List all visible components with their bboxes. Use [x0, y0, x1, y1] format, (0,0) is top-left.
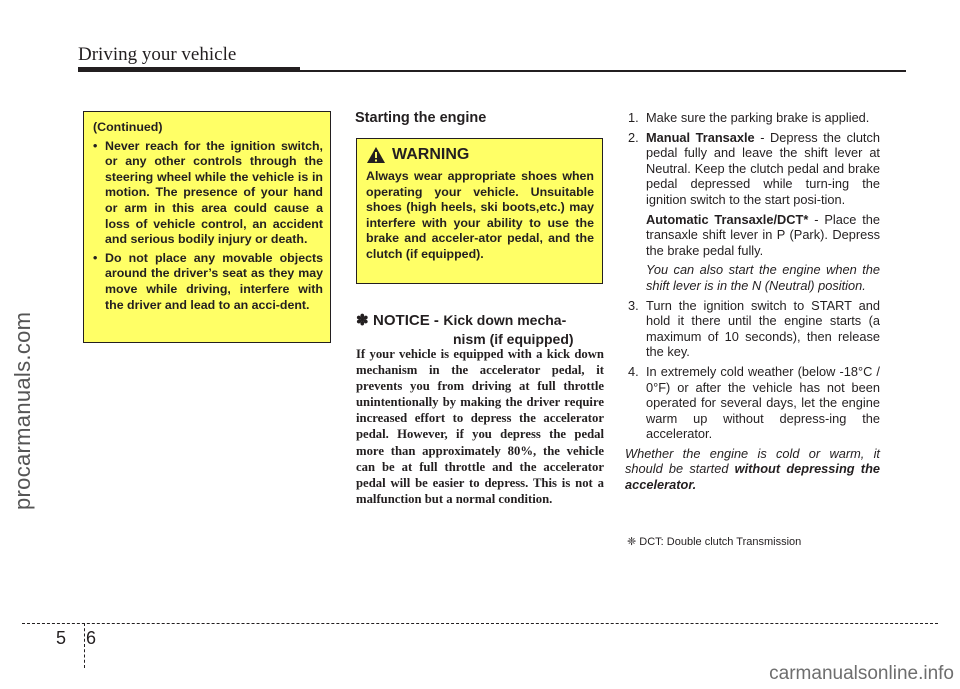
closing-note [625, 446, 880, 493]
side-watermark: procarmanuals.com [10, 311, 35, 510]
closing-note-text: Whether the engine is cold or warm, it should be started [625, 445, 880, 477]
warning-title: WARNING [392, 146, 470, 164]
caution-item-text: Never reach for the ignition switch, or any other controls through the steering wheel while the vehicle is in motion. The presence of your hand or arm in this area could cause a loss of vehicle control, an accident and serious bodily injury or death. [105, 138, 323, 247]
step-text: Turn the ignition switch to START and hold it there until the engine starts (a maximum of 10 seconds), then release the key. [646, 297, 880, 360]
dct-footnote: ❈ DCT: Double clutch Transmission [627, 536, 802, 548]
step-3 [625, 298, 880, 360]
section-title: Starting the engine [355, 110, 487, 126]
starting-steps [625, 110, 880, 493]
continued-caution-box [83, 111, 331, 343]
footer-divider [84, 623, 85, 668]
notice-subtitle-line2: nism (if equipped) [453, 331, 574, 347]
notice-label: NOTICE - [373, 312, 439, 329]
bullet-icon: • [93, 138, 98, 153]
step-text: In extremely cold weather (below -18°C / 0°F) or after the vehicle has not been operated for several days, let the engine warm up without depress-ing the accelerator. [646, 363, 880, 442]
automatic-transaxle-text: - Place the transaxle shift lever in P (Park). Depress the brake pedal fully. [646, 211, 880, 258]
warning-text: Always wear appropriate shoes when operating your vehicle. Unsuitable shoes (high heels, ski boots,etc.) may interfere with your ability to use the brake and acceler-ator pedal, and the clutch (if equipped). [366, 169, 594, 261]
manual-transaxle-text: - Depress the clutch pedal fully and leave the shift lever at Neutral. Keep the clutch pedal and brake pedal depressed while turn-ing the ignition switch to the start posi-tion. [646, 129, 881, 207]
caution-list [93, 139, 323, 314]
notice-subtitle-line1: Kick down mecha- [443, 312, 567, 328]
caution-item [93, 251, 323, 313]
warning-triangle-icon [366, 146, 386, 164]
notice-text: If your vehicle is equipped with a kick down mechanism in the accelerator pedal, it prevents you from driving at full throttle unintentionally by making the driver require increased effort to depress the accelerator pedal. However, if you depress the pedal more than approximately 80%, the vehicle can be at full throttle and the accelerator pedal will be easier to depress. This is not a malfunction but a normal condition. [356, 347, 604, 506]
chapter-number: 5 [56, 628, 67, 648]
header-rule [300, 70, 906, 72]
footer-rule [22, 623, 938, 624]
header-bar [78, 67, 300, 72]
page-header-title: Driving your vehicle [78, 44, 237, 65]
automatic-transaxle-label: Automatic Transaxle/DCT* [646, 211, 809, 227]
closing-note-emphasis: without depressing the accelerator. [625, 461, 880, 493]
notice-star-icon: ✽ [356, 312, 369, 329]
step-number: 1. [628, 110, 639, 125]
step-number: 3. [628, 297, 639, 313]
step-1 [625, 110, 880, 126]
caution-item-text: Do not place any movable objects around the driver’s seat as they may move while driving, interfere with the driver and lead to an acci-dent. [105, 250, 323, 312]
caution-item [93, 139, 323, 248]
manual-transaxle-label: Manual Transaxle [646, 129, 755, 145]
step-number: 4. [628, 363, 639, 379]
continued-label: (Continued) [93, 120, 163, 134]
warning-box [356, 138, 603, 284]
step-number: 2. [628, 129, 639, 145]
bottom-watermark: carmanualsonline.info [769, 663, 954, 684]
step-4 [625, 364, 880, 442]
page-number: 6 [86, 628, 97, 648]
step-text: Make sure the parking brake is applied. [646, 110, 870, 125]
notice-heading [356, 311, 604, 347]
warning-header [366, 146, 594, 164]
step-2 [625, 130, 880, 294]
bullet-icon: • [93, 250, 98, 265]
neutral-note: You can also start the engine when the shift lever is in the N (Neutral) position. [646, 262, 880, 293]
